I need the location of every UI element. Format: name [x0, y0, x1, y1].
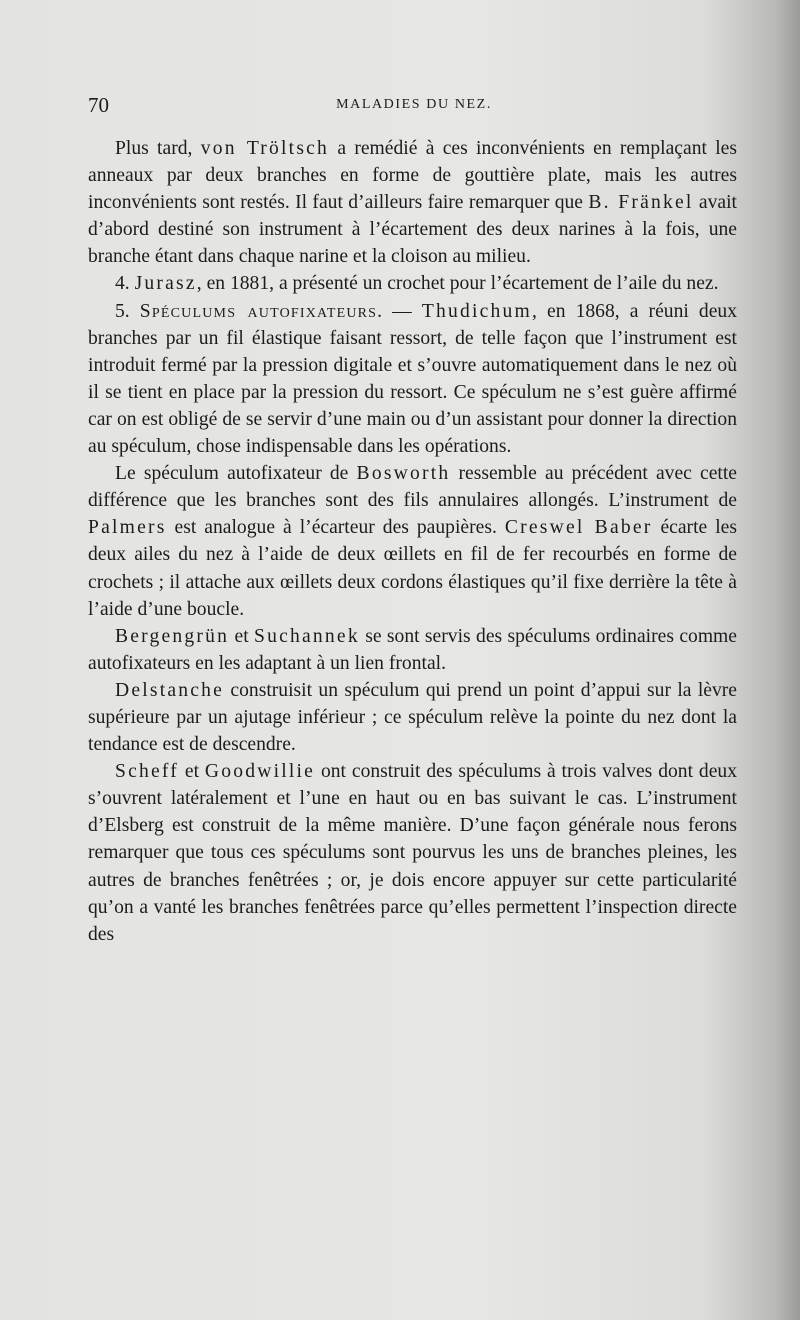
paragraph-6: [88, 677, 737, 758]
section-heading: Spéculums autofixateurs: [139, 300, 378, 322]
text-segment: a remédié à ces inconvénients en remplaçant les anneaux par deux branches en forme de gouttière plate, mais les autres inconvénients sont restés. Il faut d’ailleurs faire remarquer que: [88, 138, 737, 214]
text-segment: écarte les deux ailes du nez à l’aide de deux œillets en fil de fer recourbés en forme de crochets ; il attache aux œillets deux cordons élastiques qu’il fixe derrière la tête à l’aide d’une boucle.: [88, 517, 737, 620]
paragraph-4: [88, 460, 737, 623]
paragraph-1: [88, 135, 737, 270]
text-segment: , en 1881, a présenté un crochet pour l’écartement de l’aile du nez.: [196, 273, 719, 295]
author-name: Delstanche: [115, 679, 225, 701]
paragraph-2: [88, 270, 737, 297]
paragraph-5: [88, 623, 737, 677]
author-name: Bosworth: [356, 463, 451, 485]
text-segment: . —: [377, 300, 422, 322]
text-segment: avait d’abord destiné son instrument à l’écartement des deux narines à la fois, une branche étant dans chaque narine et la cloison au milieu.: [88, 192, 738, 268]
text-segment: ressemble au précédent avec cette différence que les branches sont des fils annulaires allongés. L’instrument de: [88, 463, 737, 512]
paragraph-7: [88, 758, 737, 948]
author-name: Goodwillie: [204, 761, 316, 783]
text-segment: , en 1868, a réuni deux branches par un fil élastique faisant ressort, de telle façon que l’instrument est introduit fermé par la pression digitale et s’ouvre automatiquement dans le nez où il se tient en place par la pression du ressort. Ce spéculum ne s’est guère affirmé car on est obligé de se servir d’une main ou d’un assistant pour donner la direction au spéculum, chose indispensable dans les opérations.: [88, 300, 738, 458]
author-name: Bergengrün: [115, 625, 230, 647]
page-number: 70: [88, 93, 109, 117]
page-header: [88, 93, 740, 121]
author-name: Creswel Baber: [504, 517, 653, 539]
text-segment: se sont servis des spéculums ordinaires comme autofixateurs en les adaptant à un lien frontal.: [88, 625, 737, 674]
text-segment: est analogue à l’écarteur des paupières.: [166, 517, 505, 539]
body-text: [88, 135, 737, 948]
text-segment: Plus tard,: [115, 138, 201, 159]
text-segment: 5.: [115, 300, 140, 322]
author-name: Palmers: [88, 517, 167, 539]
author-name: Jurasz: [134, 273, 197, 295]
author-name: von Tröltsch: [200, 138, 330, 159]
text-segment: 4.: [115, 273, 135, 295]
text-segment: construisit un spéculum qui prend un point d’appui sur la lèvre supérieure par un ajutage inférieur ; ce spéculum relève la pointe du nez dont la tendance est de descendre.: [88, 679, 737, 756]
text-segment: et: [178, 761, 205, 783]
author-name: Suchannek: [254, 625, 360, 647]
text-segment: Le spéculum autofixateur de: [115, 463, 357, 485]
author-name: Thudichum: [421, 300, 532, 322]
text-segment: ont construit des spéculums à trois valves dont deux s’ouvrent latéralement et l’une en haut ou en bas suivant le cas. L’instrument d’Elsberg est construit de la même manière. D’une façon générale nous ferons remarquer que tous ces spéculums sont pourvus les uns de branches pleines, les autres de branches fenêtrées ; or, je dois encore appuyer sur cette particularité qu’on a vanté les branches fenêtrées parce qu’elles permettent l’inspection directe des: [88, 761, 738, 945]
author-name: B. Fränkel: [588, 192, 694, 214]
running-title: MALADIES DU NEZ.: [336, 97, 492, 112]
author-name: Scheff: [115, 761, 179, 783]
paragraph-3: [88, 298, 737, 461]
text-segment: et: [229, 625, 255, 647]
